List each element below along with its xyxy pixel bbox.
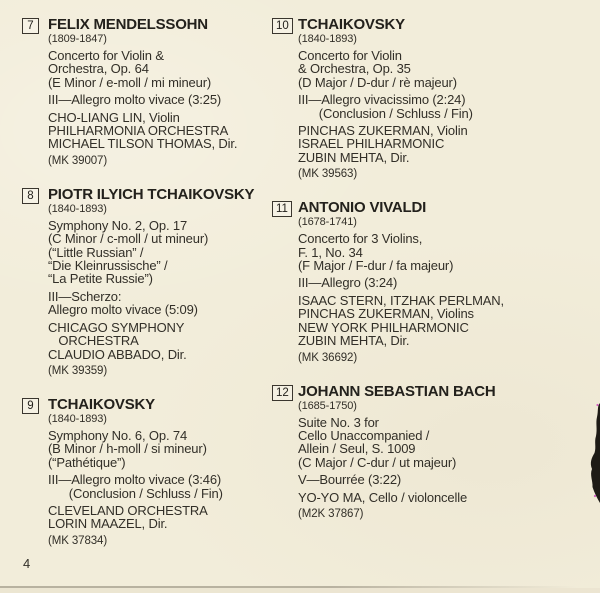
track-entry xyxy=(22,397,272,547)
work-title-line: “La Petite Russie”) xyxy=(48,271,153,287)
work-title-group xyxy=(48,49,272,89)
catalog-number: (MK 39563) xyxy=(298,168,358,181)
performer-line: NEW YORK PHILHARMONIC xyxy=(298,319,469,335)
performer-line: CHO-LIANG LIN, Violin xyxy=(48,109,180,125)
work-title-line: Concerto for Violin & xyxy=(48,48,164,63)
composer-dates: (1840-1893) xyxy=(48,412,107,425)
composer-dates: (1840-1893) xyxy=(48,202,107,215)
composer-name: JOHANN SEBASTIAN BACH xyxy=(298,382,496,400)
catalog-number: (M2K 37867) xyxy=(298,507,364,520)
movement-group xyxy=(298,276,582,289)
performers-group xyxy=(48,504,272,531)
track-number-box: 7 xyxy=(22,18,39,34)
track-header xyxy=(27,16,272,33)
track-entry xyxy=(22,17,272,167)
performer-line: PINCHAS ZUKERMAN, Violin xyxy=(298,123,468,139)
movement-group xyxy=(48,93,272,106)
adjacent-page-photo-fragment xyxy=(586,403,600,503)
work-title-line: Symphony No. 2, Op. 17 xyxy=(48,217,188,233)
composer-name: FELIX MENDELSSOHN xyxy=(48,16,208,33)
track-entry xyxy=(22,187,272,377)
performers-group xyxy=(48,111,272,151)
work-title-line: F. 1, No. 34 xyxy=(298,244,363,260)
work-title-line: Allein / Seul, S. 1009 xyxy=(298,441,416,457)
work-title-line: Orchestra, Op. 64 xyxy=(48,61,149,77)
performers-group xyxy=(298,491,582,504)
performer-line: CLAUDIO ABBADO, Dir. xyxy=(48,346,187,362)
composer-name: PIOTR ILYICH TCHAIKOVSKY xyxy=(48,185,255,203)
track-header xyxy=(27,395,272,413)
print-artifact-dot-bottom xyxy=(594,495,596,497)
catalog-number: (MK 39007) xyxy=(48,154,108,167)
performer-line: CHICAGO SYMPHONY xyxy=(48,319,185,335)
performer-line: LORIN MAAZEL, Dir. xyxy=(48,516,168,532)
track-number-box: 11 xyxy=(272,201,292,217)
composer-dates: (1685-1750) xyxy=(298,399,357,412)
performer-line: ISAAC STERN, ITZHAK PERLMAN, xyxy=(298,292,505,308)
work-title-line: Symphony No. 6, Op. 74 xyxy=(48,427,188,443)
work-title-group xyxy=(48,219,272,286)
catalog-number: (MK 39359) xyxy=(48,364,108,377)
performers-group xyxy=(298,294,582,348)
work-title-line: Suite No. 3 for xyxy=(298,414,379,430)
work-title-group xyxy=(298,232,582,272)
track-header xyxy=(276,16,582,33)
work-title-group xyxy=(48,429,272,469)
work-title-line: (F Major / F-dur / fa majeur) xyxy=(298,258,454,274)
photo-fragment-shape xyxy=(591,403,600,503)
track-list xyxy=(22,17,582,567)
performer-line: CLEVELAND ORCHESTRA xyxy=(48,502,208,518)
performer-line: ORCHESTRA xyxy=(48,333,139,349)
page-number: 4 xyxy=(23,556,31,571)
track-header xyxy=(276,382,582,400)
composer-dates: (1678-1741) xyxy=(298,216,357,229)
movement-line: (Conclusion / Schluss / Fin) xyxy=(48,485,223,501)
track-entry xyxy=(272,17,582,180)
work-title-group xyxy=(298,416,582,470)
track-number-box: 8 xyxy=(22,188,39,204)
performer-line: MICHAEL TILSON THOMAS, Dir. xyxy=(48,136,238,152)
work-title-line: Concerto for 3 Violins, xyxy=(298,231,423,247)
composer-dates: (1809-1847) xyxy=(48,33,107,45)
composer-name: TCHAIKOVSKY xyxy=(298,16,405,33)
track-entry xyxy=(272,200,582,363)
work-title-line: “Die Kleinrussische” / xyxy=(48,258,168,274)
track-header xyxy=(276,199,582,217)
movement-line: V—Bourrée (3:22) xyxy=(298,472,402,488)
performer-line: ISRAEL PHILHARMONIC xyxy=(298,136,445,152)
movement-line: Allegro molto vivace (5:09) xyxy=(48,302,198,318)
work-title-line: (C Minor / c-moll / ut mineur) xyxy=(48,231,209,247)
work-title-line: (D Major / D-dur / rè majeur) xyxy=(298,74,457,90)
composer-name: ANTONIO VIVALDI xyxy=(298,199,427,217)
catalog-number: (MK 37834) xyxy=(48,534,108,547)
catalog-number: (MK 36692) xyxy=(298,351,358,364)
movement-group xyxy=(48,290,272,317)
performers-group xyxy=(48,321,272,361)
track-number-box: 12 xyxy=(272,385,293,401)
track-header xyxy=(27,185,272,203)
work-title-line: Concerto for Violin xyxy=(298,48,402,63)
work-title-line: (“Little Russian” / xyxy=(48,244,144,260)
page-bottom-margin xyxy=(0,588,600,593)
movement-line: III—Allegro molto vivace (3:46) xyxy=(48,472,222,488)
performers-group xyxy=(298,124,582,164)
movement-line: III—Allegro (3:24) xyxy=(298,275,398,291)
work-title-line: Cello Unaccompanied / xyxy=(298,427,430,443)
movement-line: (Conclusion / Schluss / Fin) xyxy=(298,105,473,121)
performer-line: PINCHAS ZUKERMAN, Violins xyxy=(298,306,474,322)
work-title-line: (E Minor / e-moll / mi mineur) xyxy=(48,74,212,90)
work-title-line: (C Major / C-dur / ut majeur) xyxy=(298,454,457,470)
right-column xyxy=(272,17,582,567)
work-title-line: (B Minor / h-moll / si mineur) xyxy=(48,441,207,457)
composer-name: TCHAIKOVSKY xyxy=(48,395,155,413)
track-entry xyxy=(272,384,582,520)
performer-line: ZUBIN MEHTA, Dir. xyxy=(298,149,410,165)
left-column xyxy=(22,17,272,567)
performer-line: YO-YO MA, Cello / violoncelle xyxy=(298,489,468,505)
movement-line: III—Allegro molto vivace (3:25) xyxy=(48,92,222,108)
movement-group xyxy=(48,473,272,500)
work-title-line: & Orchestra, Op. 35 xyxy=(298,61,411,77)
composer-dates: (1840-1893) xyxy=(298,33,357,45)
track-number-box: 9 xyxy=(22,398,39,414)
movement-line: III—Allegro vivacissimo (2:24) xyxy=(298,92,466,108)
movement-group xyxy=(298,93,582,120)
movement-group xyxy=(298,473,582,486)
performer-line: PHILHARMONIA ORCHESTRA xyxy=(48,123,229,139)
track-number-box: 10 xyxy=(272,18,293,34)
print-artifact-dot-top xyxy=(596,404,598,406)
work-title-group xyxy=(298,49,582,89)
performer-line: ZUBIN MEHTA, Dir. xyxy=(298,333,410,349)
work-title-line: (“Pathétique”) xyxy=(48,454,126,470)
movement-line: III—Scherzo: xyxy=(48,288,122,304)
